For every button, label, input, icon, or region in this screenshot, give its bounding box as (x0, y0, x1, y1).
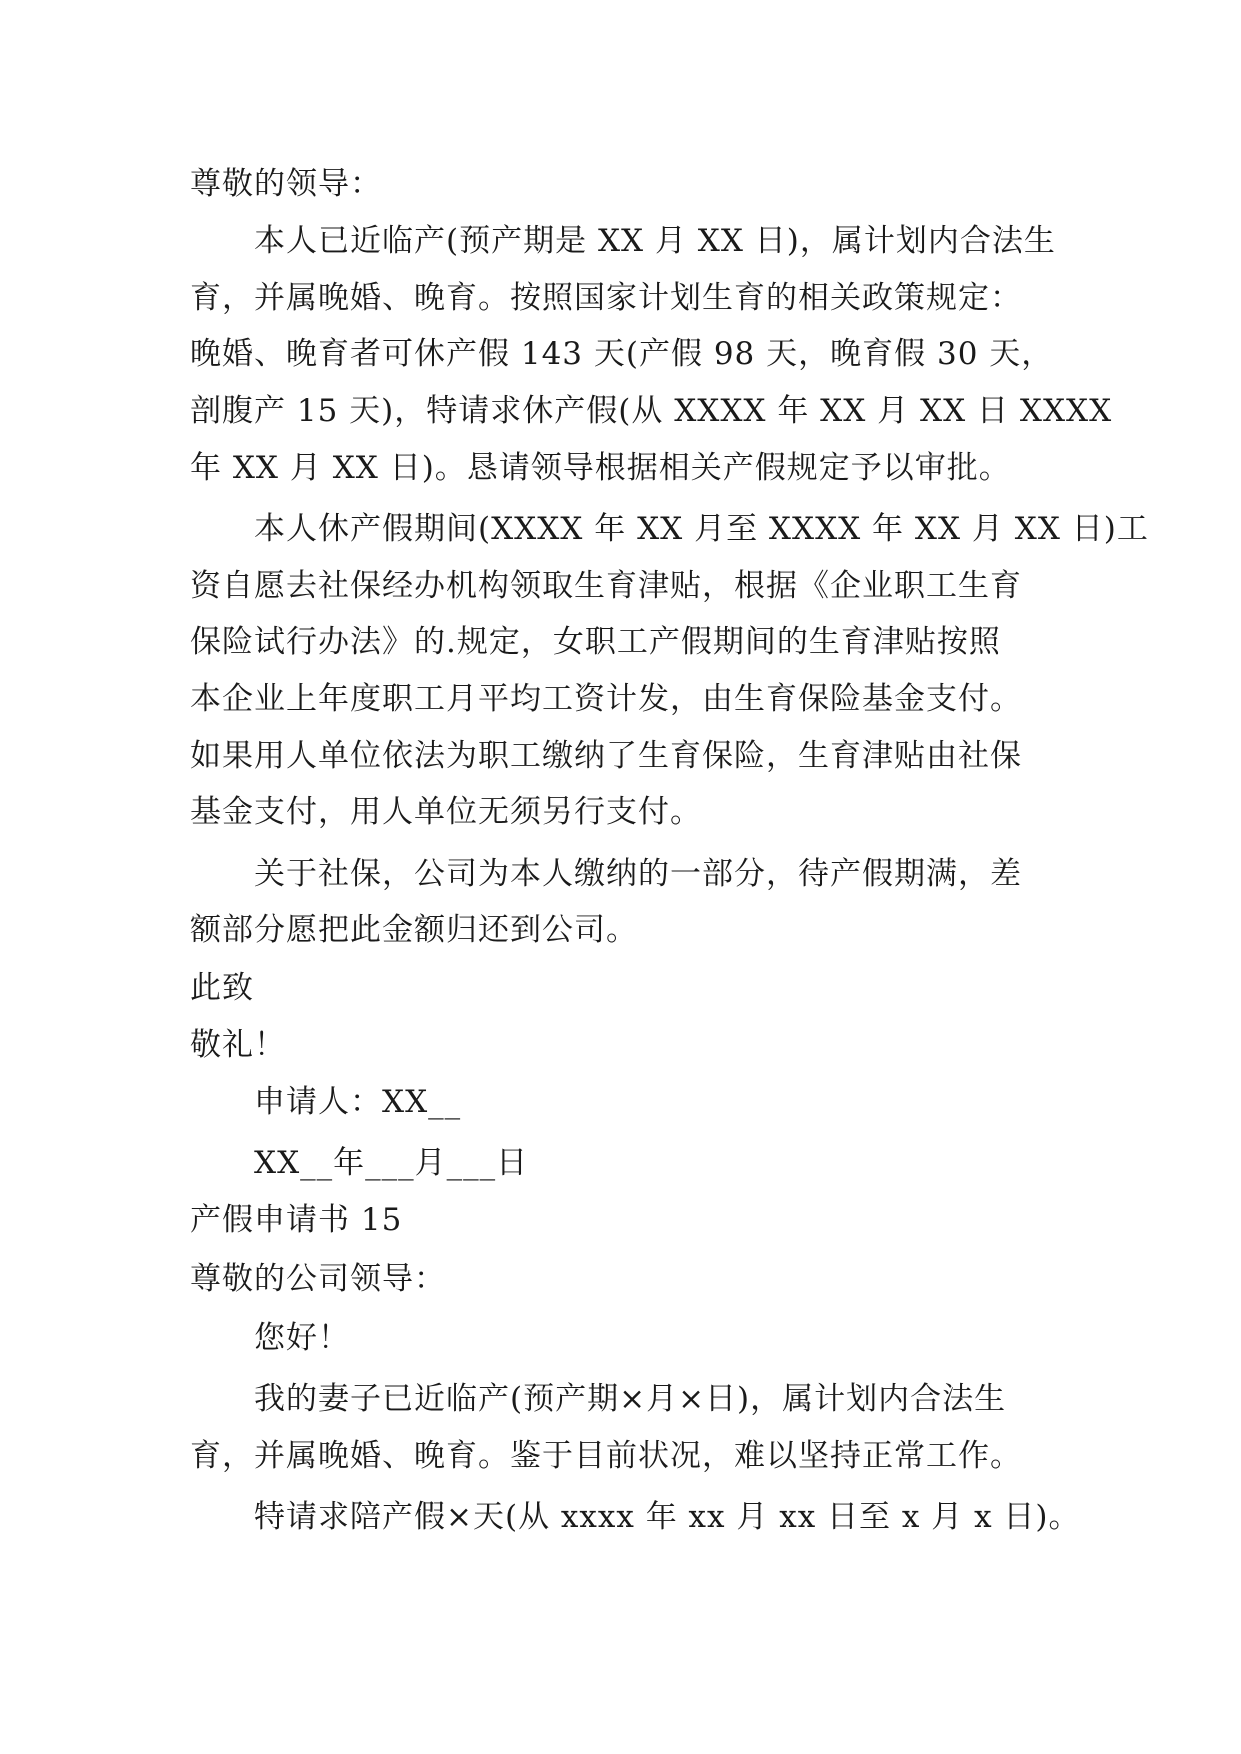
paragraph-line: 晚婚、晚育者可休产假 143 天(产假 98 天，晚育假 30 天， (190, 336, 1054, 372)
paragraph-line: 年 XX 月 XX 日)。恳请领导根据相关产假规定予以审批。 (190, 450, 1011, 486)
closing-line: 此致 (190, 970, 254, 1006)
paragraph-line: 剖腹产 15 天)，特请求休产假(从 XXXX 年 XX 月 XX 日 XXXX (190, 393, 1113, 429)
paragraph-line: 如果用人单位依法为职工缴纳了生育保险，生育津贴由社保 (190, 738, 1022, 774)
paragraph-line: 我的妻子已近临产(预产期×月×日)，属计划内合法生 (254, 1381, 1007, 1417)
signature-date: XX__年___月___日 (254, 1145, 529, 1181)
paragraph-line: 育，并属晚婚、晚育。按照国家计划生育的相关政策规定： (190, 280, 1022, 316)
paragraph-line: 资自愿去社保经办机构领取生育津贴，根据《企业职工生育 (190, 568, 1022, 604)
paragraph-line: 本人已近临产(预产期是 XX 月 XX 日)，属计划内合法生 (254, 223, 1056, 259)
greeting: 您好！ (254, 1320, 350, 1356)
salutation: 尊敬的公司领导： (190, 1261, 446, 1297)
paragraph-line: 额部分愿把此金额归还到公司。 (190, 912, 638, 948)
paragraph-line: 保险试行办法》的.规定，女职工产假期间的生育津贴按照 (190, 624, 1001, 660)
closing-line: 敬礼！ (190, 1027, 286, 1063)
applicant-signature: 申请人：XX__ (254, 1084, 462, 1120)
paragraph-line: 本企业上年度职工月平均工资计发，由生育保险基金支付。 (190, 681, 1022, 717)
salutation: 尊敬的领导： (190, 166, 382, 202)
paragraph-line: 特请求陪产假×天(从 xxxx 年 xx 月 xx 日至 x 月 x 日)。 (254, 1499, 1081, 1535)
paragraph-line: 育，并属晚婚、晚育。鉴于目前状况，难以坚持正常工作。 (190, 1438, 1022, 1474)
paragraph-line: 关于社保，公司为本人缴纳的一部分，待产假期满，差 (254, 856, 1022, 892)
paragraph-line: 本人休产假期间(XXXX 年 XX 月至 XXXX 年 XX 月 XX 日)工 (254, 511, 1149, 547)
section-title: 产假申请书 15 (190, 1202, 403, 1238)
paragraph-line: 基金支付，用人单位无须另行支付。 (190, 794, 702, 830)
